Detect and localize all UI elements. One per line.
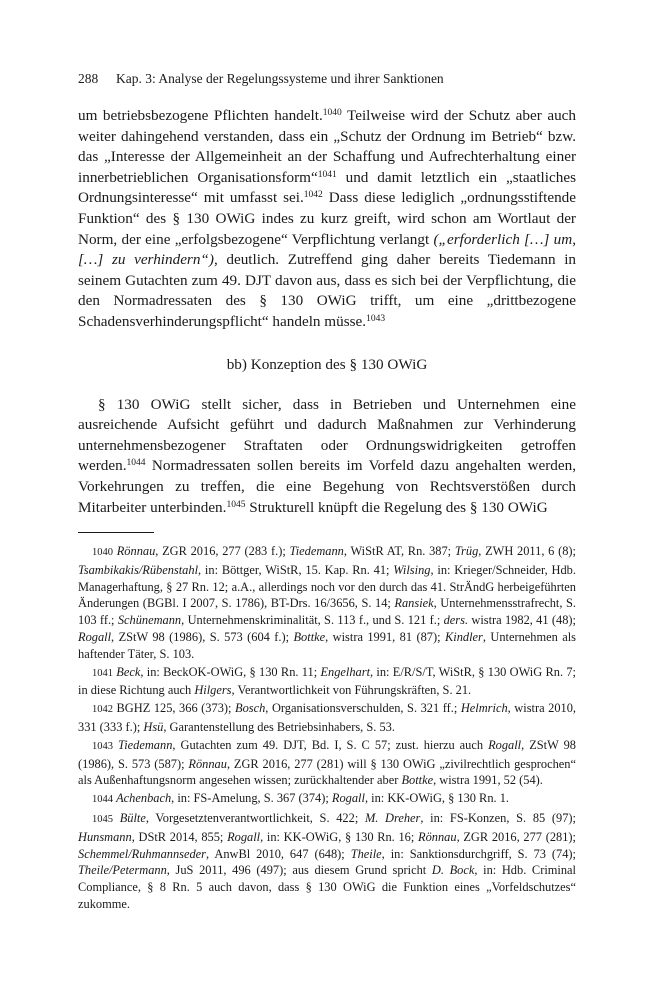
italic-text: Theile/Petermann: [78, 863, 167, 878]
text-run: , in: FS-Konzen, S. 85 (97);: [420, 811, 576, 826]
footnote-ref[interactable]: 1044: [126, 458, 146, 469]
italic-text: Bottke: [293, 630, 326, 645]
footnote-separator: [78, 532, 154, 533]
italic-text: Kindler: [444, 630, 483, 645]
footnote-1045: [78, 810, 576, 913]
italic-text: Beck: [116, 664, 141, 679]
text-run: wistra 1982, 41 (48);: [468, 613, 576, 628]
footnote-1043: [78, 737, 576, 789]
footnote-number: 1042: [92, 704, 113, 716]
text-run: , in: FS-Amelung, S. 367 (374);: [171, 791, 332, 806]
paragraph-continued: [78, 106, 576, 333]
italic-text: Tiedemann: [118, 737, 173, 752]
text-run: Teilweise wird der Schutz aber auch weiter dahingehend verstanden, dass ein „Schutz der Ordnung im Betrieb“ bzw. das „Interesse der Allgemeinheit an der Schaffung und Aufrechterhaltung einer innerbetrieblichen Organisationsform“: [78, 107, 576, 186]
text-run: , wistra 2010, 331 (333 f.);: [78, 701, 577, 735]
italic-text: Ransiek: [394, 596, 434, 611]
italic-text: Theile: [350, 846, 382, 861]
footnote-ref[interactable]: 1041: [317, 169, 337, 180]
text-run: , Vorgesetztenverantwortlichkeit, S. 422;: [145, 811, 365, 826]
footnote-1044: [78, 790, 576, 809]
document-page: [78, 70, 576, 914]
italic-text: Hsü: [143, 720, 164, 735]
text-run: , ZGR 2016, 277 (281) will § 130 OWiG „zivilrechtlich gesprochen“ als Außenhaftungsnorm angesehen wissen; zurückhaltender aber: [78, 756, 576, 788]
running-header: [78, 70, 576, 88]
italic-text: Engelhart: [320, 664, 371, 679]
italic-text: Bülte: [119, 811, 146, 826]
text-run: BGHZ 125, 366 (373);: [116, 701, 236, 716]
italic-text: („erforderlich […] um, […] zu verhindern“): [78, 230, 576, 269]
italic-text: Rönnau: [188, 756, 227, 771]
italic-text: Rogall: [78, 630, 112, 645]
text-run: , Unternehmenskriminalität, S. 113 f., und S. 121 f.;: [181, 613, 444, 628]
italic-text: Schemmel/Ruhmannseder: [78, 846, 207, 861]
italic-text: Tiedemann: [289, 544, 344, 559]
italic-text: Wilsing: [393, 562, 431, 577]
text-run: , Verantwortlichkeit von Führungskräften, S. 21.: [231, 683, 472, 698]
text-run: Dass diese lediglich „ordnungsstiftende Funktion“ des § 130 OWiG indes zu kurz greift, wird schon am Wortlaut der Norm, der eine „erfolgsbezogene“ Verpflichtung verlangt: [78, 189, 576, 248]
text-run: um betriebsbezogene Pflichten handelt.: [78, 107, 323, 124]
footnote-1040: [78, 543, 576, 663]
footnote-number: 1044: [92, 794, 113, 806]
text-run: , AnwBl 2010, 647 (648);: [206, 846, 351, 861]
paragraph-concept: [78, 395, 576, 519]
text-run: , in: KK-OWiG, § 130 Rn. 1.: [364, 791, 510, 806]
text-run: , Gutachten zum 49. DJT, Bd. I, S. C 57; zust. hierzu auch: [172, 737, 489, 752]
italic-text: Rogall: [227, 829, 261, 844]
footnotes: [78, 543, 576, 913]
footnote-ref[interactable]: 1043: [366, 313, 386, 324]
text-run: § 130 OWiG stellt sicher, dass in Betrieben und Unternehmen eine ausreichende Aufsicht geführt und dadurch Maßnahmen zur Verhinderung unternehmensbezogener Straftaten oder Ordnungswidrigkeiten getroffen werden.: [78, 395, 576, 475]
footnote-number: 1045: [92, 814, 113, 826]
italic-text: Rogall: [488, 737, 522, 752]
text-run: , ZStW 98 (1986), S. 573 (604 f.);: [111, 630, 294, 645]
text-run: , in: Böttger, WiStR, 15. Kap. Rn. 41;: [198, 562, 394, 577]
italic-text: Rogall: [331, 791, 365, 806]
footnote-1042: [78, 700, 576, 736]
footnote-ref[interactable]: 1045: [226, 499, 246, 510]
text-run: und damit letztlich ein „staatliches Ordnungsinteresse“ mit umfasst sei.: [78, 168, 576, 207]
italic-text: Helmrich: [460, 701, 508, 716]
text-run: , wistra 1991, 81 (87);: [325, 630, 445, 645]
text-run: , wistra 1991, 52 (54).: [433, 773, 543, 788]
italic-text: Tsambikakis/Rübenstahl: [78, 562, 199, 577]
text-run: , Organisationsverschulden, S. 321 ff.;: [265, 701, 461, 716]
italic-text: Bosch: [235, 701, 266, 716]
text-run: , WiStR AT, Rn. 387;: [343, 544, 455, 559]
page-number: 288: [78, 71, 99, 86]
italic-text: Rönnau: [116, 544, 156, 559]
text-run: , ZGR 2016, 277 (281);: [456, 829, 576, 844]
italic-text: ders.: [443, 613, 469, 628]
text-run: , ZWH 2011, 6 (8);: [478, 544, 576, 559]
text-run: , DStR 2014, 855;: [131, 829, 228, 844]
italic-text: Schünemann: [117, 613, 182, 628]
text-run: , Unternehmensstrafrecht, S. 103 ff.;: [78, 596, 576, 628]
text-run: , in: KK-OWiG, § 130 Rn. 16;: [260, 829, 419, 844]
text-run: , in: BeckOK-OWiG, § 130 Rn. 11;: [140, 664, 321, 679]
footnote-1041: [78, 664, 576, 700]
footnote-ref[interactable]: 1040: [322, 108, 342, 118]
italic-text: M. Dreher: [364, 811, 421, 826]
text-run: , ZGR 2016, 277 (283 f.);: [155, 544, 290, 559]
footnote-ref[interactable]: 1042: [303, 190, 323, 201]
italic-text: Bottke: [401, 773, 434, 788]
text-run: , in: Sanktionsdurchgriff, S. 73 (74);: [381, 846, 576, 861]
text-run: , Garantenstellung des Betriebsinhabers, S. 53.: [163, 720, 395, 735]
text-run: Normadressaten sollen bereits im Vorfeld dazu angehalten werden, Vorkehrungen zu treffen, die eine Begehung von Rechtsverstößen durch Mitarbeiter unterbinden.: [78, 457, 576, 516]
text-run: , in: Hdb. Criminal Compliance, § 8 Rn. 5 auch davon, dass § 130 OWiG die Funktion eines „Vorfeldschutzes“ zukomme.: [78, 863, 576, 912]
text-run: , in: E/R/S/T, WiStR, § 130 OWiG Rn. 7; in diese Richtung auch: [78, 664, 576, 698]
text-run: , deutlich. Zutreffend ging daher bereits Tiedemann in seinem Gutachten zum 49. DJT davon aus, dass es sich bei der Verpflichtung, die den Normadressaten des § 130 OWiG trifft, um eine „drittbezogene Schadensverhinderungspflicht“ handeln müsse.: [78, 251, 577, 330]
italic-text: Trüg: [454, 544, 479, 559]
footnote-number: 1041: [92, 667, 113, 679]
text-run: , in: Krieger/Schneider, Hdb. Managerhaftung, § 27 Rn. 12; a.A., allerdings noch vor den durch das 41. StrÄndG herbeigeführten Änderungen (BGBl. I 2007, S. 1786), BT-Drs. 16/3656, S. 14;: [78, 562, 576, 611]
italic-text: Hunsmann: [78, 829, 132, 844]
text-run: , JuS 2011, 496 (497); aus diesem Grund spricht: [166, 863, 432, 878]
text-run: Strukturell knüpft die Regelung des § 130 OWiG: [245, 498, 548, 516]
main-text: [78, 106, 576, 518]
footnote-number: 1043: [92, 740, 113, 752]
italic-text: Rönnau: [418, 829, 457, 844]
text-run: , Unternehmen als haftender Täter, S. 103.: [78, 630, 576, 661]
running-title: Kap. 3: Analyse der Regelungssysteme und ihrer Sanktionen: [116, 71, 444, 86]
section-heading: bb) Konzeption des § 130 OWiG: [226, 355, 428, 373]
italic-text: Hilgers: [194, 683, 232, 698]
italic-text: D. Bock: [431, 863, 475, 878]
italic-text: Achenbach: [116, 791, 172, 806]
text-run: , ZStW 98 (1986), S. 573 (587);: [78, 737, 576, 771]
footnote-number: 1040: [92, 547, 113, 559]
